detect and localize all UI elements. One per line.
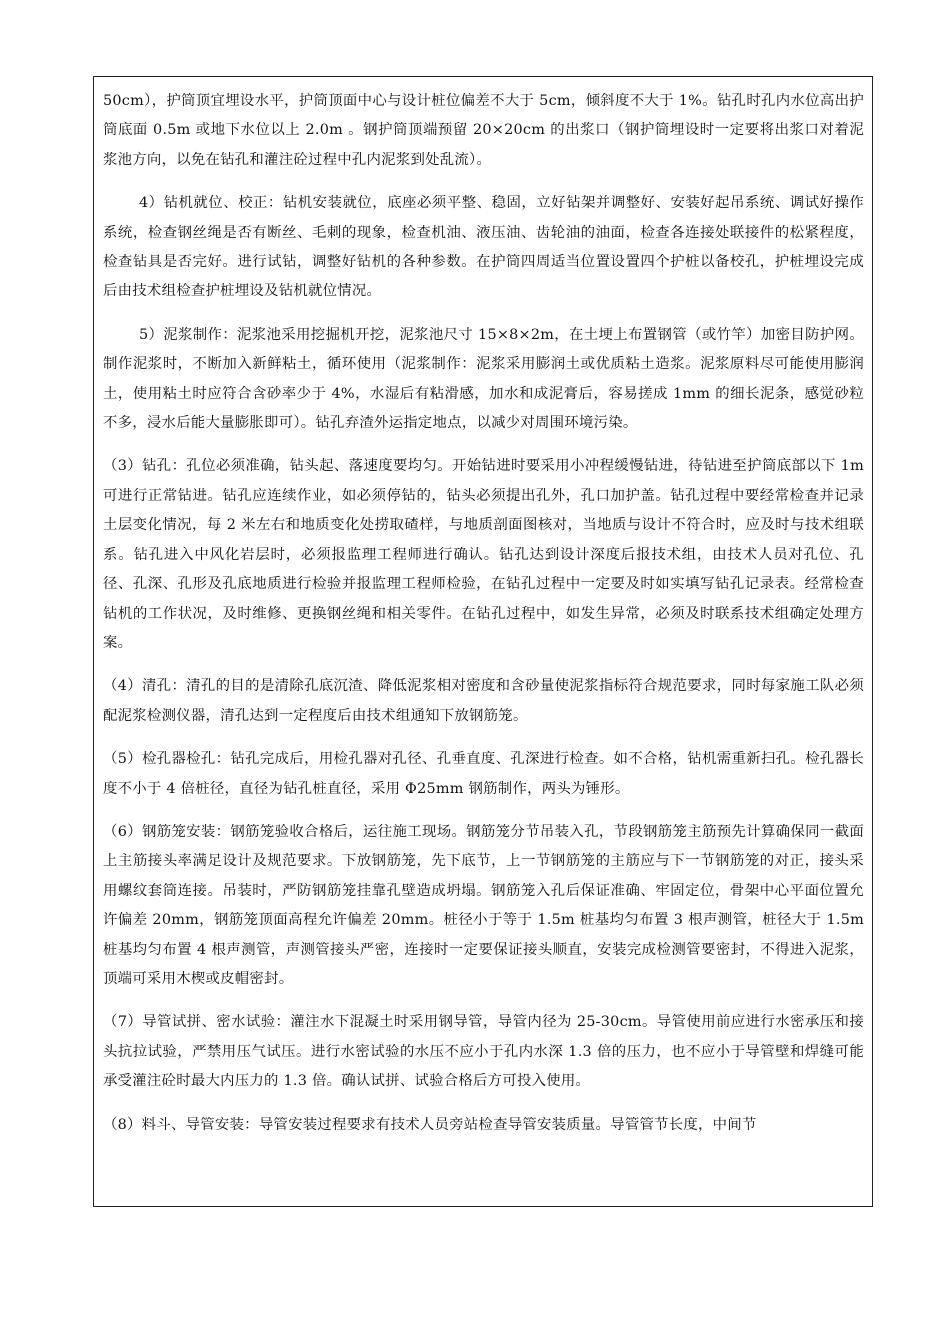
paragraph-gap xyxy=(103,438,864,452)
paragraph-gap xyxy=(103,1097,864,1111)
paragraph-drill-positioning: 4）钻机就位、校正：钻机安装就位，底座必须平整、稳固，立好钻架并调整好、安装好起吊系统、调试好操作系统，检查钢丝绳是否有断丝、毛刺的现象，检查机油、液压油、齿轮油的油面，检查各连接处联接件的松紧程度，检查钻具是否完好。进行试钻，调整好钻机的各种参数。在护筒四周适当位置设置四个护桩以备校孔，护桩埋设完成后由技术组检查护桩埋设及钻机就位情况。 xyxy=(103,195,864,300)
paragraph-gap xyxy=(103,658,864,672)
paragraph-gap xyxy=(103,307,864,321)
paragraph-rebar-cage: （6）钢筋笼安装：钢筋笼验收合格后，运往施工现场。钢筋笼分节吊装入孔，节段钢筋笼主筋预先计算确保同一截面上主筋接头率满足设计及规范要求。下放钢筋笼，先下底节，上一节钢筋笼的主筋应与下一节钢筋笼的对正，接头采用螺纹套筒连接。吊装时，严防钢筋笼挂靠孔壁造成坍塌。钢筋笼入孔后保证准确、牢固定位，骨架中心平面位置允许偏差 20mm，钢筋笼顶面高程允许偏差 20mm。桩径小于等于 1.5m 桩基均匀布置 3 根声测管，桩径大于 1.5m 桩基均匀布置 4 根声测管，声测管接头严密，连接时一定要保证接头顺直，安装完成检测管要密封，不得进入泥浆，顶端可采用木楔或皮帽密封。 xyxy=(103,823,864,987)
paragraph-mud-preparation: 5）泥浆制作：泥浆池采用挖掘机开挖，泥浆池尺寸 15×8×2m，在土埂上布置钢管（或竹竿）加密目防护网。制作泥浆时，不断加入新鲜粘土，循环使用（泥浆制作：泥浆采用膨润土或优质粘土造浆。泥浆原料尽可能使用膨润土，使用粘土时应符合含砂率少于 4%，水湿后有粘滑感，加水和成泥膏后，容易搓成 1mm 的细长泥条，感觉砂粒不多，浸水后能大量膨胀即可）。钻孔弃渣外运指定地点，以减少对周围环境污染。 xyxy=(103,326,864,432)
paragraph-gap xyxy=(103,175,864,189)
paragraph-tremie-test: （7）导管试拼、密水试验：灌注水下混凝土时采用钢导管，导管内径为 25-30cm。导管使用前应进行水密承压和接头抗拉试验，严禁用压气试压。进行水密试验的水压不应小于孔内水深 1.3 倍的压力，也不应小于导管壁和焊缝可能承受灌注砼时最大内压力的 1.3 倍。确认试拼、试验合格后方可投入使用。 xyxy=(103,1014,864,1090)
paragraph-casing-burial: 50cm），护筒顶宜埋设水平，护筒顶面中心与设计桩位偏差不大于 5cm，倾斜度不大于 1%。钻孔时孔内水位高出护筒底面 0.5m 或地下水位以上 2.0m 。钢护筒顶端预留 20×20cm 的出浆口（钢护筒埋设时一定要将出浆口对着泥浆池方向，以免在钻孔和灌注砼过程中孔内泥浆到处乱流）。 xyxy=(103,93,864,168)
document-frame xyxy=(93,76,873,1207)
paragraph-hole-inspection: （5）检孔器检孔：钻孔完成后，用检孔器对孔径、孔垂直度、孔深进行检查。如不合格，钻机需重新扫孔。检孔器长度不小于 4 倍桩径，直径为钻孔桩直径，采用 Φ25mm 钢筋制作，两头为锤形。 xyxy=(103,751,864,797)
paragraph-hole-cleaning: （4）清孔：清孔的目的是清除孔底沉渣、降低泥浆相对密度和含砂量使泥浆指标符合规范要求，同时每家施工队必须配泥浆检测仪器，清孔达到一定程度后由技术组通知下放钢筋笼。 xyxy=(103,678,864,724)
paragraph-gap xyxy=(103,804,864,818)
paragraph-hopper-install: （8）料斗、导管安装：导管安装过程要求有技术人员旁站检查导管安装质量。导管管节长度，中间节 xyxy=(103,1116,757,1133)
paragraph-gap xyxy=(103,994,864,1008)
paragraph-drilling: （3）钻孔：孔位必须准确，钻头起、落速度要均匀。开始钻进时要采用小冲程缓慢钻进，待钻进至护筒底部以下 1m 可进行正常钻进。钻孔应连续作业，如必须停钻的，钻头必须提出孔外，孔口加护盖。钻孔过程中要经常检查并记录土层变化情况，每 2 米左右和地质变化处捞取碴样，与地质剖面图核对，当地质与设计不符合时，应及时与技术组联系。钻孔进入中风化岩层时，必须报监理工程师进行确认。钻孔达到设计深度后报技术组，由技术人员对孔位、孔径、孔深、孔形及孔底地质进行检验并报监理工程师检验，在钻孔过程中一定要及时如实填写钻孔记录表。经常检查钻机的工作状况，及时维修、更换钢丝绳和相关零件。在钻孔过程中，如发生异常，必须及时联系技术组确定处理方案。 xyxy=(103,458,864,651)
paragraph-gap xyxy=(103,731,864,745)
